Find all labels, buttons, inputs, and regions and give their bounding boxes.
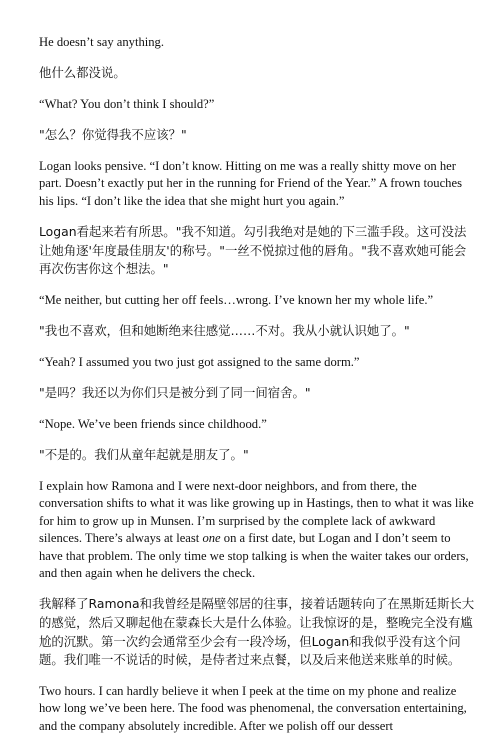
paragraph-en-5: “Yeah? I assumed you two just got assigned to the same dorm.”	[39, 355, 360, 369]
paragraph-zh-5: "是吗？我还以为你们只是被分到了同一间宿舍。"	[39, 385, 311, 401]
paragraph-en-3: Logan looks pensive. “I don’t know. Hitting on me was a really shitty move on her part. Doesn’t exactly put her in the running for Friend of the Year.” A frown touches his lips. “I don’t like the idea that she might hurt you again.”	[39, 159, 462, 208]
paragraph-en-7-part-1: I explain how Ramona and I were next-door neighbors, and from there, the conversation shifts to what it was like growing up in Hastings, then to what it was like for him to grow up in Munsen. I’m surprised by the complete lack of awkward silences. There’s always at least	[39, 479, 474, 546]
paragraph-en-8: Two hours. I can hardly believe it when I peek at the time on my phone and realize how long we’ve been here. The food was phenomenal, the conversation entertaining, and the company absolutely incredible. After we polish off our dessert	[39, 683, 467, 733]
paragraph-en-4: “Me neither, but cutting her off feels…wrong. I’ve known her my whole life.”	[39, 293, 434, 307]
paragraph-zh-4: "我也不喜欢，但和她断绝来往感觉……不对。我从小就认识她了。"	[39, 323, 410, 339]
paragraph-en-7-part-2: on a first date, but Logan and I don’t seem to have that problem. The only time we stop talking is when the waiter takes our orders, and then again when he delivers the check.	[39, 531, 469, 581]
paragraph-zh-6: "不是的。我们从童年起就是朋友了。"	[39, 447, 249, 463]
paragraph-zh-1: 他什么都没说。	[39, 65, 126, 81]
paragraph-en-6: “Nope. We’ve been friends since childhood.”	[39, 417, 267, 431]
paragraph-en-2: “What? You don’t think I should?”	[39, 97, 215, 111]
paragraph-en-1: He doesn’t say anything.	[39, 35, 164, 49]
paragraph-zh-3: Logan看起来若有所思。"我不知道。勾引我绝对是她的下三滥手段。这可没法让她角逐'年度最佳朋友'的称号。"一丝不悦掠过他的唇角。"我不喜欢她可能会再次伤害你这个想法。"	[39, 224, 467, 277]
paragraph-en-7-emphasis: one	[202, 531, 221, 546]
paragraph-zh-7: 我解释了Ramona和我曾经是隔壁邻居的往事，接着话题转向了在黑斯廷斯长大的感觉，然后又聊起他在蒙森长大是什么体验。让我惊讶的是，整晚完全没有尴尬的沉默。第一次约会通常至少会有一段冷场，但Logan和我似乎没有这个问题。我们唯一不说话的时候，是侍者过来点餐，以及后来他送来账单的时候。	[39, 596, 475, 668]
paragraph-zh-2: "怎么？你觉得我不应该？"	[39, 127, 187, 143]
paragraph-en-7	[39, 478, 476, 582]
